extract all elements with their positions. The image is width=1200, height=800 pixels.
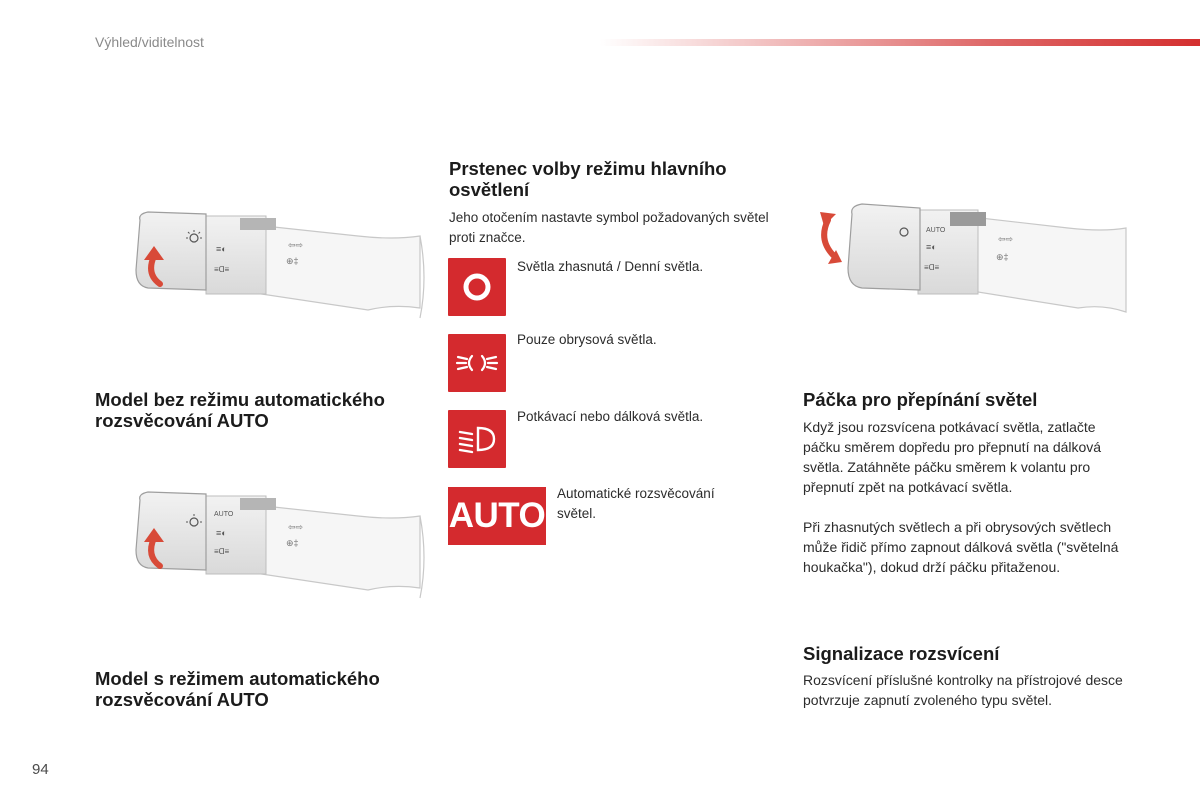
svg-text:≡◐: ≡◐ xyxy=(216,528,227,538)
beam-switch-heading: Páčka pro přepínání světel xyxy=(803,389,1038,410)
stalk-auto-mark: AUTO xyxy=(214,511,234,518)
svg-text:⊕‡: ⊕‡ xyxy=(996,252,1009,262)
mode-sidelights-text: Pouze obrysová světla. xyxy=(517,332,657,347)
header-accent-bar xyxy=(600,39,1200,46)
svg-text:⊕‡: ⊕‡ xyxy=(286,256,299,266)
svg-text:≡◐: ≡◐ xyxy=(216,244,227,254)
svg-text:≡Ɑ≡: ≡Ɑ≡ xyxy=(924,263,940,272)
dipped-beam-icon xyxy=(448,410,506,468)
lighting-indication-paragraph: Rozsvícení příslušné kontrolky na přístrojové desce potvrzuje zapnutí zvoleného typu světel. xyxy=(803,672,1123,708)
svg-text:⇦⇨: ⇦⇨ xyxy=(288,240,304,250)
page-number: 94 xyxy=(32,761,49,778)
lighting-stalk-illustration-switch xyxy=(808,192,1133,332)
section-label: Výhled/viditelnost xyxy=(95,34,204,50)
model-with-auto-heading: Model s režimem automatického rozsvěcování AUTO xyxy=(95,668,380,710)
lighting-stalk-illustration-manual xyxy=(128,198,428,338)
svg-text:⇦⇨: ⇦⇨ xyxy=(998,234,1014,244)
beam-switch-paragraph-2: Při zhasnutých světlech a při obrysových světlech může řidič přímo zapnout dálková světla ("světelná houkačka"), dokud drží páčku přitaženou. xyxy=(803,519,1119,575)
lights-off-icon xyxy=(448,258,506,316)
svg-text:≡Ɑ≡: ≡Ɑ≡ xyxy=(214,547,230,556)
beam-switch-paragraph-1: Když jsou rozsvícena potkávací světla, zatlačte páčku směrem dopředu pro přepnutí na dálková světla. Zatáhněte páčku směrem k volantu pro přepnutí zpět na potkávací světla. xyxy=(803,419,1102,495)
lighting-indication-heading: Signalizace rozsvícení xyxy=(803,643,1000,664)
mode-lights-off-text: Světla zhasnutá / Denní světla. xyxy=(517,259,704,274)
sidelights-icon xyxy=(448,334,506,392)
stalk-auto-mark-right: AUTO xyxy=(926,227,946,234)
ring-selector-intro: Jeho otočením nastavte symbol požadovaných světel proti značce. xyxy=(449,210,769,245)
mode-auto-text: Automatické rozsvěcování světel. xyxy=(557,486,715,521)
ring-selector-heading: Prstenec volby režimu hlavního osvětlení xyxy=(449,158,727,200)
auto-lighting-icon: AUTO xyxy=(448,487,546,545)
svg-text:≡◐: ≡◐ xyxy=(926,242,937,252)
mode-dipped-beam-text: Potkávací nebo dálková světla. xyxy=(517,409,704,424)
lighting-stalk-illustration-auto xyxy=(128,478,428,618)
svg-text:≡Ɑ≡: ≡Ɑ≡ xyxy=(214,265,230,274)
model-without-auto-heading: Model bez režimu automatického rozsvěcování AUTO xyxy=(95,389,385,431)
svg-text:⊕‡: ⊕‡ xyxy=(286,538,299,548)
svg-text:⇦⇨: ⇦⇨ xyxy=(288,522,304,532)
